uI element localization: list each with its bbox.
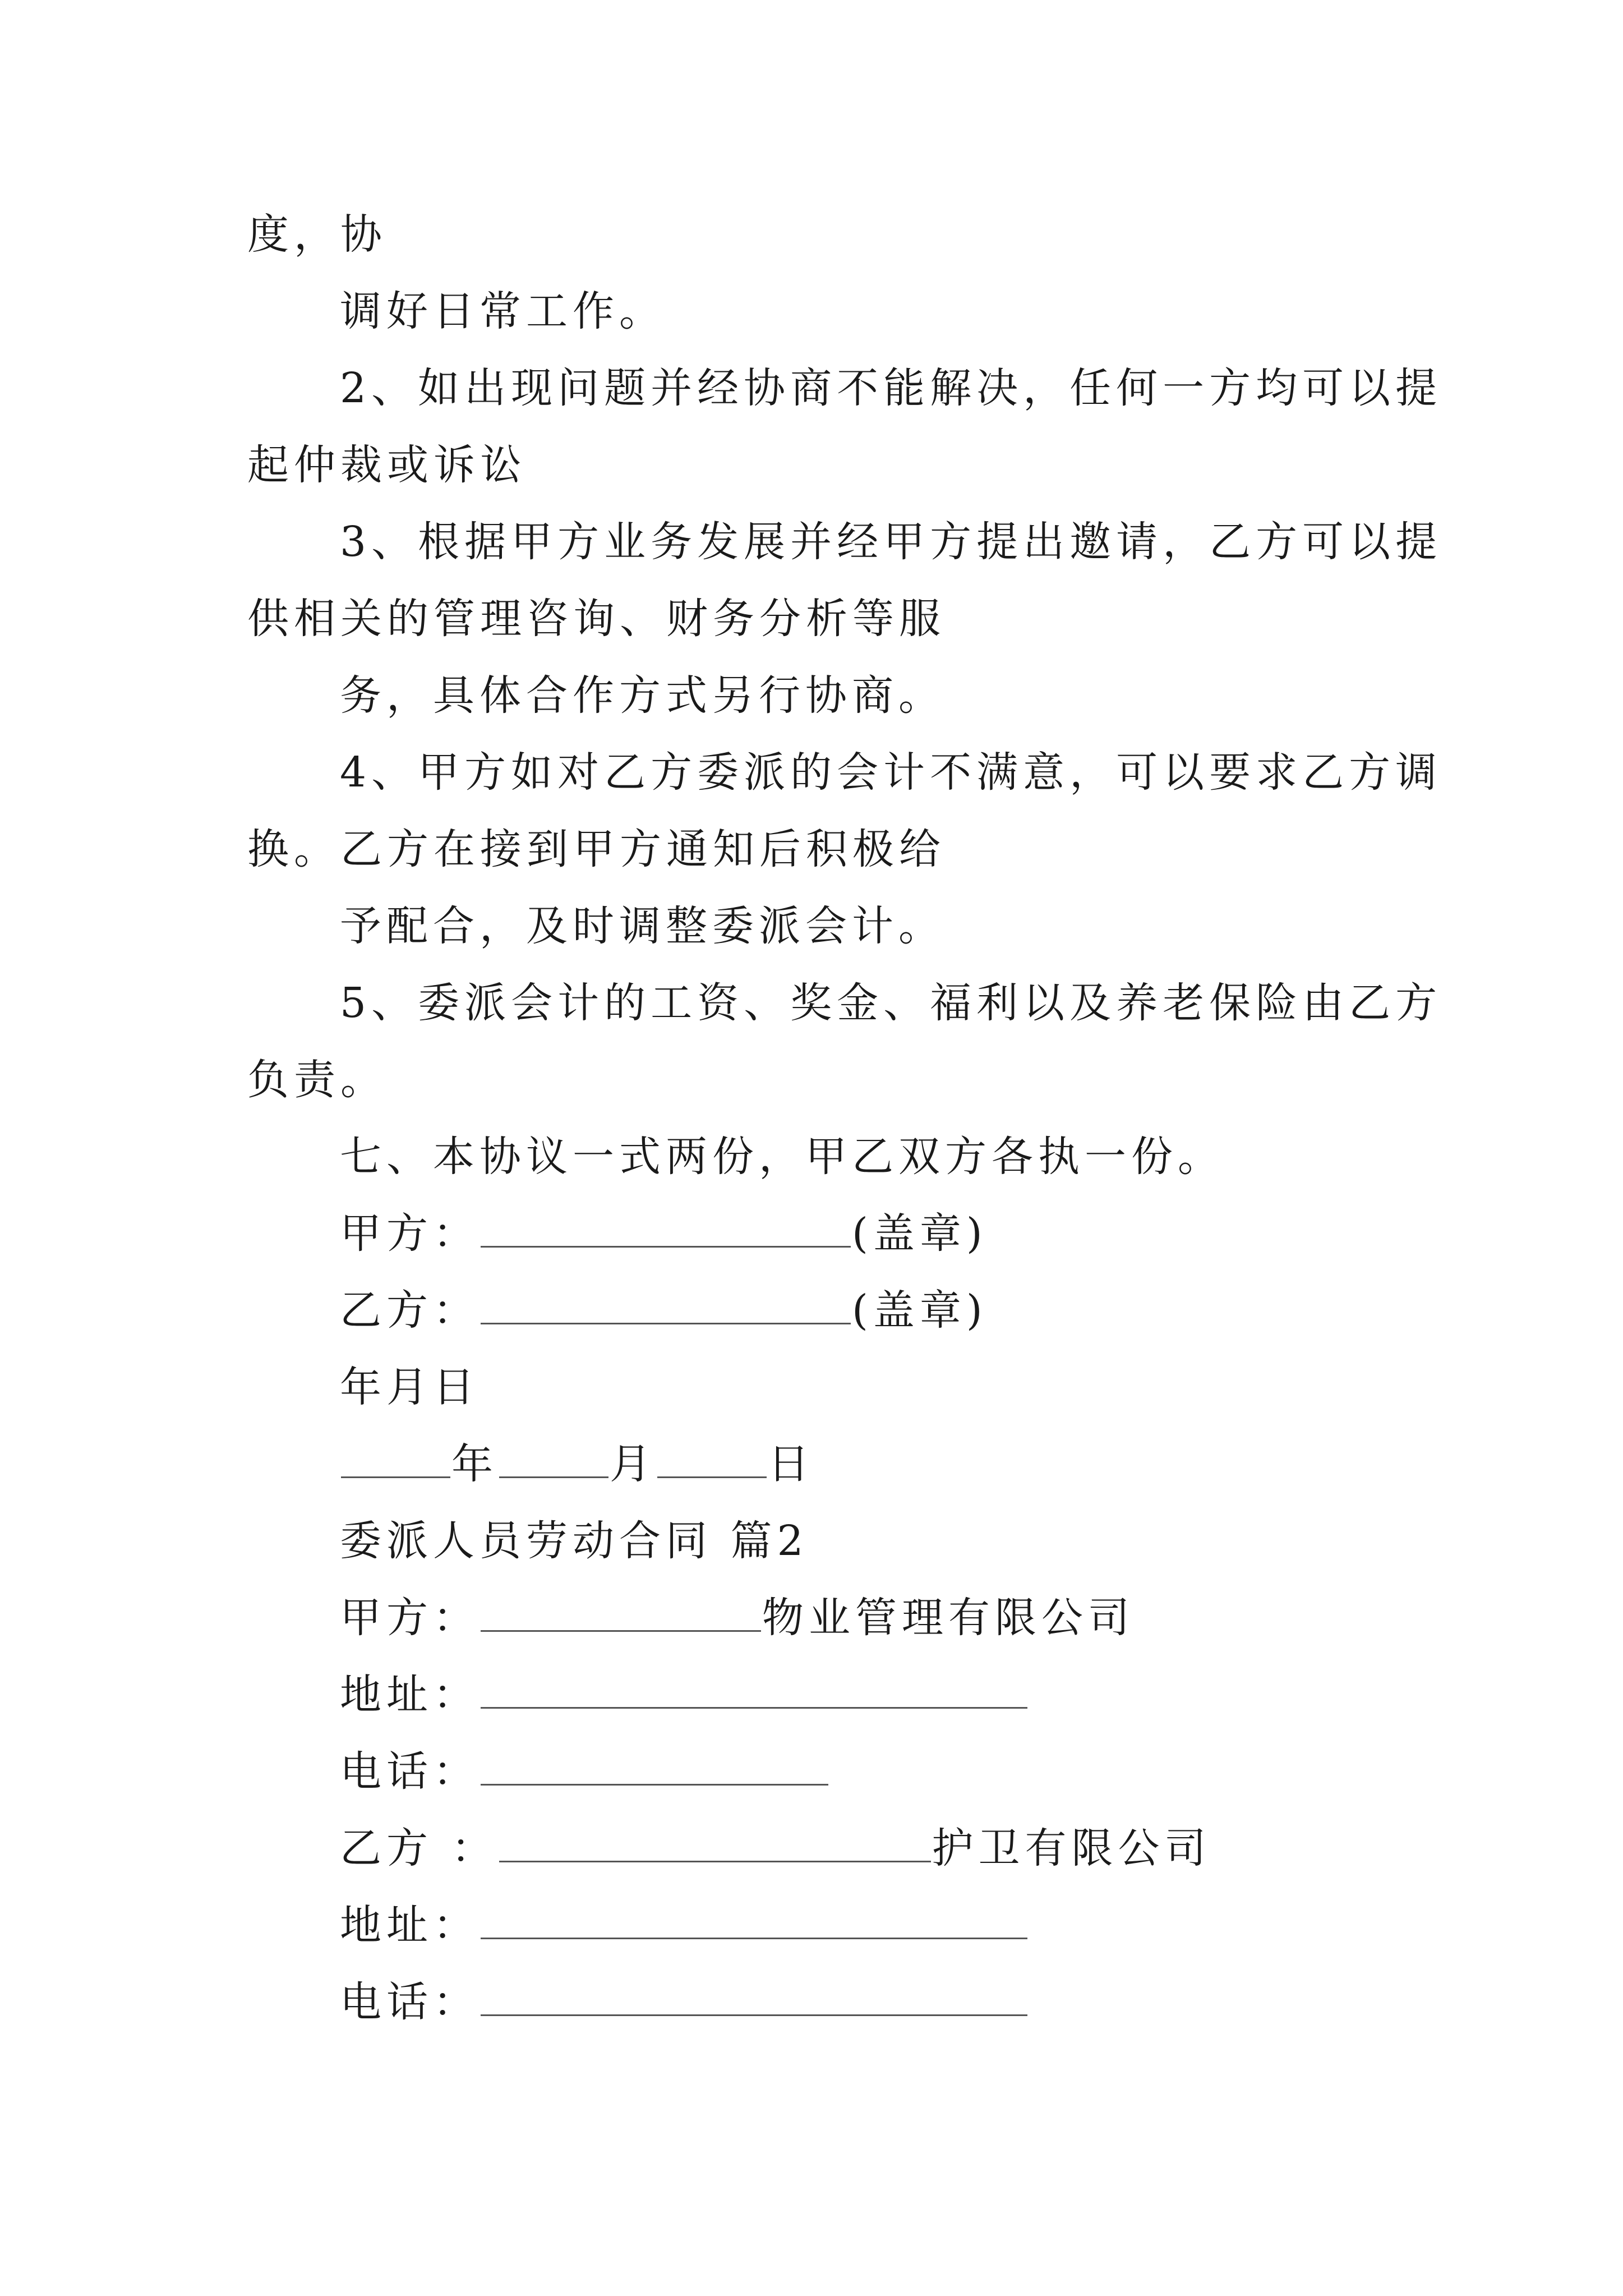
text-line: 度，协 bbox=[247, 210, 387, 259]
seal-note: (盖章) bbox=[852, 1209, 988, 1258]
party-a-company-suffix: 物业管理有限公司 bbox=[762, 1594, 1135, 1642]
party-b-label: 乙方： bbox=[340, 1286, 479, 1335]
year-label: 年 bbox=[451, 1440, 498, 1488]
contract-2-title: 委派人员劳动合同 篇2 bbox=[340, 1517, 809, 1565]
month-blank[interactable] bbox=[499, 1437, 608, 1478]
party-b-blank[interactable] bbox=[481, 1283, 851, 1324]
phone-label: 电话： bbox=[340, 1978, 479, 2026]
party-a-signature-line bbox=[340, 1205, 988, 1262]
date-fill-line bbox=[340, 1436, 814, 1492]
clause-7: 七、本协议一式两份，甲乙双方各执一份。 bbox=[340, 1133, 1224, 1181]
address-label: 地址： bbox=[340, 1671, 479, 1719]
date-text: 年月日 bbox=[340, 1363, 479, 1411]
day-blank[interactable] bbox=[657, 1437, 767, 1478]
clause-2-line-1: 2、如出现问题并经协商不能解决，任何一方均可以提 bbox=[340, 364, 1442, 412]
phone-a-blank[interactable] bbox=[481, 1745, 828, 1786]
contract-2-party-a-line bbox=[340, 1590, 1135, 1646]
clause-3-line-1: 3、根据甲方业务发展并经甲方提出邀请，乙方可以提 bbox=[340, 518, 1442, 566]
day-label: 日 bbox=[768, 1440, 814, 1488]
seal-note: (盖章) bbox=[852, 1286, 988, 1335]
clause-4-line-2: 换。乙方在接到甲方通知后积极给 bbox=[247, 825, 946, 873]
party-a-label: 甲方： bbox=[340, 1594, 479, 1642]
clause-5-line-2: 负责。 bbox=[247, 1056, 387, 1104]
clause-3-line-3: 务，具体合作方式另行协商。 bbox=[340, 671, 945, 720]
year-blank[interactable] bbox=[341, 1437, 450, 1478]
contract-2-party-b-line bbox=[340, 1820, 1211, 1876]
clause-3-line-2: 供相关的管理咨询、财务分析等服 bbox=[247, 595, 946, 643]
contract-2-phone-b-line bbox=[340, 1974, 1029, 2030]
party-b-name-blank[interactable] bbox=[499, 1821, 931, 1862]
address-label: 地址： bbox=[340, 1901, 479, 1949]
clause-5-line-1: 5、委派会计的工资、奖金、福利以及养老保险由乙方 bbox=[340, 979, 1442, 1027]
party-a-blank[interactable] bbox=[481, 1207, 851, 1248]
text-line: 调好日常工作。 bbox=[340, 287, 666, 335]
contract-2-address-b-line bbox=[340, 1897, 1029, 1953]
clause-4-line-1: 4、甲方如对乙方委派的会计不满意，可以要求乙方调 bbox=[340, 748, 1442, 797]
address-a-blank[interactable] bbox=[481, 1668, 1027, 1709]
phone-label: 电话： bbox=[340, 1747, 479, 1796]
contract-2-address-a-line bbox=[340, 1667, 1029, 1723]
clause-2-line-2: 起仲裁或诉讼 bbox=[247, 441, 527, 489]
party-b-company-suffix: 护卫有限公司 bbox=[932, 1824, 1211, 1872]
phone-b-blank[interactable] bbox=[481, 1975, 1027, 2016]
party-b-label: 乙方 ： bbox=[340, 1824, 498, 1872]
address-b-blank[interactable] bbox=[481, 1898, 1027, 1939]
party-a-label: 甲方： bbox=[340, 1209, 479, 1258]
party-a-name-blank[interactable] bbox=[481, 1591, 761, 1632]
clause-4-line-3: 予配合，及时调整委派会计。 bbox=[340, 902, 945, 950]
month-label: 月 bbox=[610, 1440, 656, 1488]
contract-2-phone-a-line bbox=[340, 1743, 829, 1800]
party-b-signature-line bbox=[340, 1282, 988, 1338]
